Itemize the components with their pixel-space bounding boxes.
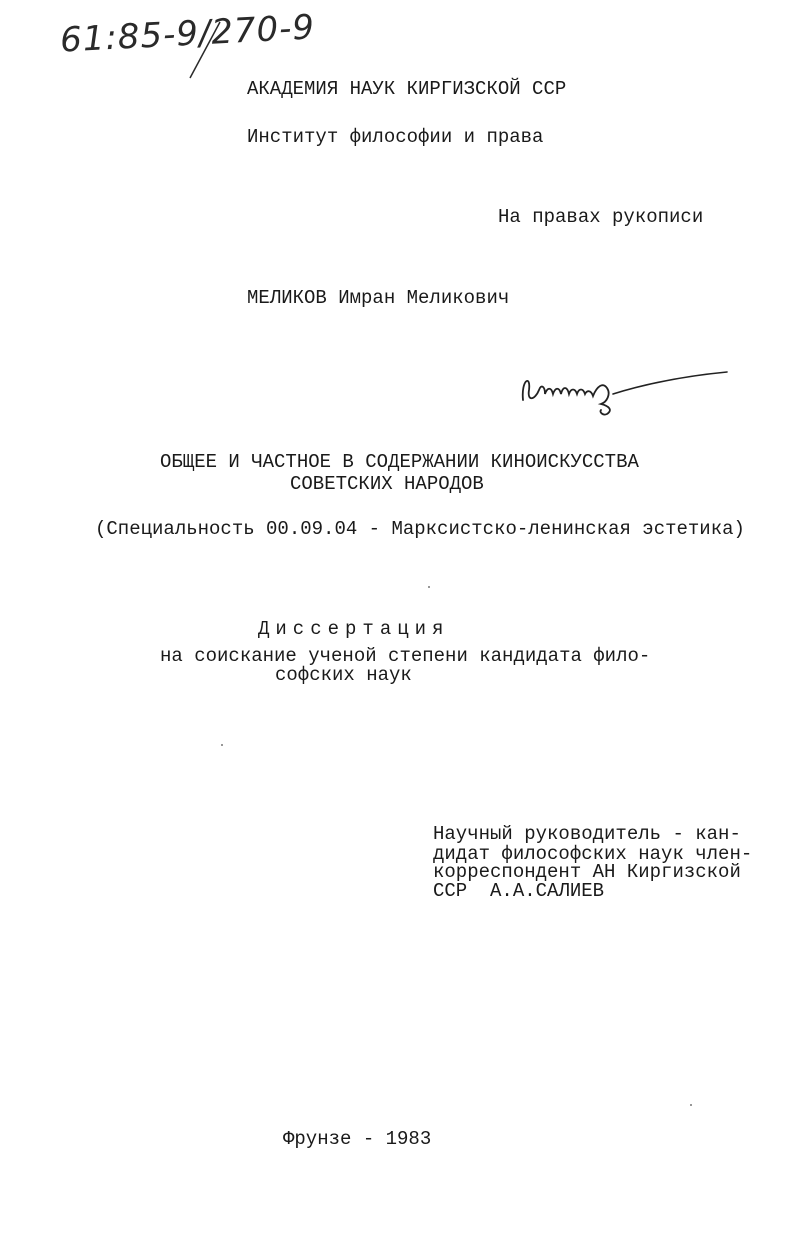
author-name: МЕЛИКОВ Имран Меликович: [247, 287, 510, 309]
scan-speck: [428, 586, 430, 588]
title-line-2: СОВЕТСКИХ НАРОДОВ: [290, 473, 484, 495]
specialty-line: (Специальность 00.09.04 - Марксистско-ленинская эстетика): [95, 518, 745, 540]
dissertation-line-2: софских наук: [275, 664, 412, 686]
supervisor-line-2: дидат философских наук член-: [433, 843, 753, 865]
dissertation-line-1: на соискание ученой степени кандидата фило-: [160, 645, 651, 667]
manuscript-rights: На правах рукописи: [498, 206, 704, 228]
footer-city-year: Фрунзе - 1983: [283, 1128, 432, 1150]
title-line-1: ОБЩЕЕ И ЧАСТНОЕ В СОДЕРЖАНИИ КИНОИСКУССТВА: [160, 451, 639, 473]
handwritten-signature: [515, 360, 735, 420]
scan-speck: [221, 744, 223, 746]
supervisor-line-4: ССР А.А.САЛИЕВ: [433, 880, 605, 902]
supervisor-line-1: Научный руководитель - кан-: [433, 823, 741, 845]
scan-speck: [690, 1104, 692, 1106]
institute-name: Институт философии и права: [247, 126, 544, 148]
academy-heading: АКАДЕМИЯ НАУК КИРГИЗСКОЙ ССР: [247, 78, 567, 100]
supervisor-line-3: корреспондент АН Киргизской: [433, 861, 741, 883]
archive-mark-slash: [180, 20, 230, 80]
dissertation-label: Диссертация: [258, 618, 450, 640]
archive-mark: 61:85-9/270-9: [59, 7, 317, 61]
